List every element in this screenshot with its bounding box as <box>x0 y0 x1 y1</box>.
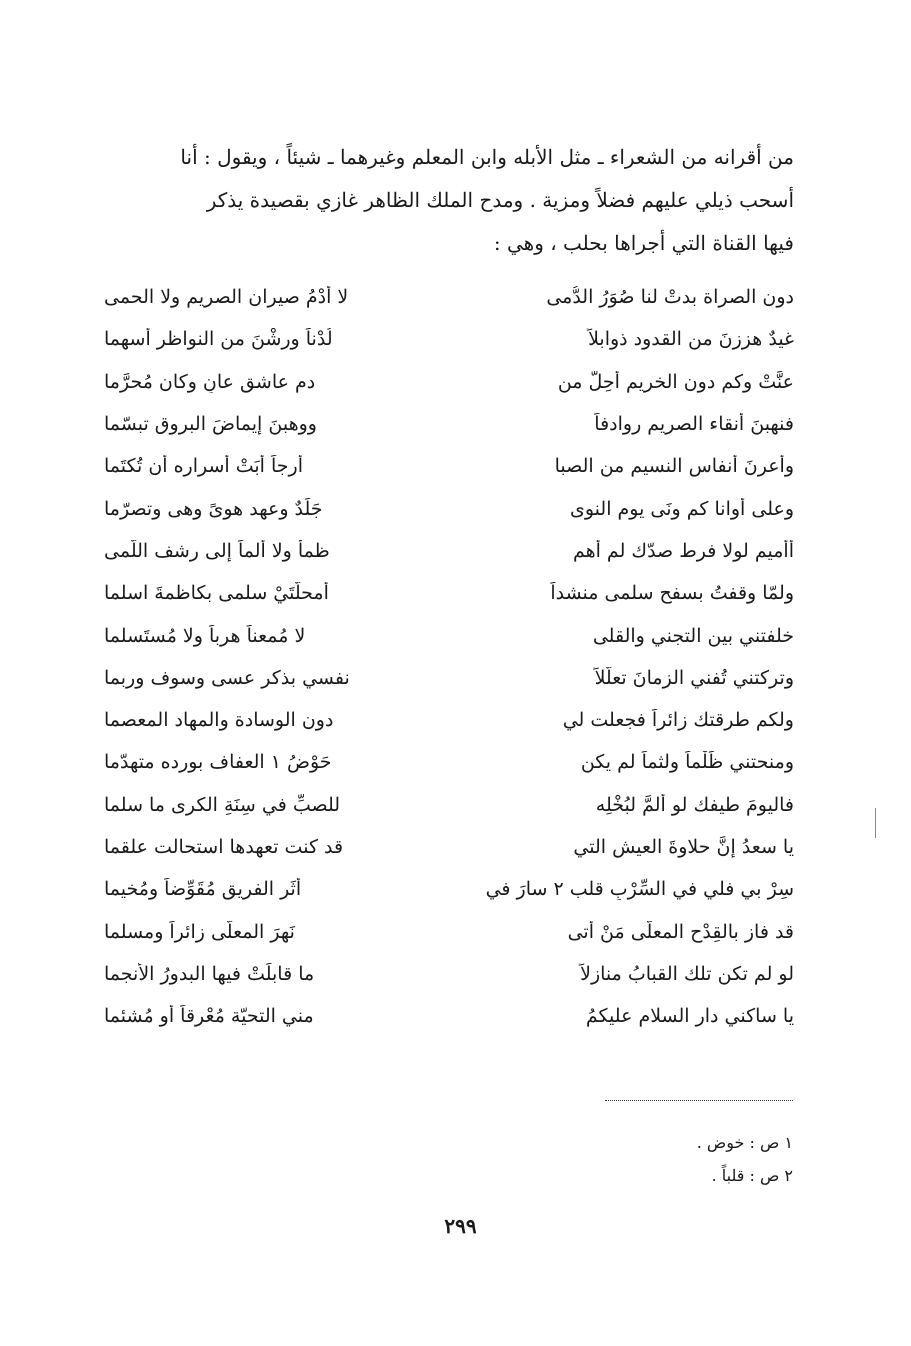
verse <box>104 657 794 699</box>
verse <box>104 868 794 910</box>
first-hemistich: ولكم طرقتك زائراً فجعلت لي <box>562 709 794 732</box>
verse <box>104 953 794 995</box>
second-hemistich: نفسي بذكر عسى وسوف وربما <box>104 666 350 689</box>
first-hemistich: فاليومَ طيفك لو ألمَّ لبُخْلِه <box>595 793 794 816</box>
verse <box>104 699 794 741</box>
first-hemistich: لو لم تكن تلك القبابُ منازلاً <box>580 962 794 985</box>
second-hemistich: نَهرَ المعلّى زائراً ومسلما <box>104 920 295 943</box>
page-number-text: ٢٩٩ <box>444 1214 477 1238</box>
verse <box>104 487 794 529</box>
first-hemistich: سِرْ بي فلي في السِّرْبِ قلب ٢ سارَ في <box>485 878 794 901</box>
verse <box>104 910 794 952</box>
intro-paragraph <box>104 136 794 265</box>
second-hemistich: ووهبنَ إيماضَ البروقِ تبسّما <box>104 413 317 436</box>
second-hemistich: مني التحيّة مُعْرِقاً أو مُشئما <box>104 1005 314 1028</box>
footnote: ١ ص : خوض . <box>696 1133 793 1152</box>
first-hemistich: خلفتني بين التجني والقلى <box>592 624 794 647</box>
second-hemistich: للصبِّ في سِنَةِ الكرى ما سلما <box>104 793 341 816</box>
second-hemistich: أثَرِ الفريق مُقَوِّضاً ومُخيما <box>104 878 302 901</box>
footnote: ٢ ص : قلباً . <box>711 1166 793 1185</box>
first-hemistich: أأميم لولا فرط صدّك لم أهم <box>572 539 794 562</box>
first-hemistich: فنهبنَ أنقاء الصريم روادفاً <box>594 413 794 436</box>
intro-line: أسحب ذيلي عليهم فضلاً ومزية . ومدح الملك الظاهر غازي بقصيدة يذكر <box>206 188 794 212</box>
verse <box>104 361 794 403</box>
second-hemistich: ظمأً ولا ألماً إلى رشف اللّمى <box>104 539 330 562</box>
verse <box>104 741 794 783</box>
verse <box>104 784 794 826</box>
margin-mark <box>875 808 876 838</box>
second-hemistich: جَلَدٌ وعهد هوىً وهى وتصرّما <box>104 497 323 520</box>
second-hemistich: أرجاً أبَتْ أسراره أن تُكتَما <box>104 455 303 478</box>
verse <box>104 995 794 1037</box>
intro-line: من أقرانه من الشعراء ـ مثل الأبله وابن المعلم وغيرهما ـ شيئاً ، ويقول : أنا <box>180 145 794 169</box>
first-hemistich: قد فاز بالقِدْحِ المعلّى مَنْ أتى <box>567 920 794 943</box>
first-hemistich: وأعرنَ أنفاس النسيم من الصبا <box>554 455 794 478</box>
intro-line: فيها القناة التي أجراها بحلب ، وهي : <box>493 231 794 255</box>
second-hemistich: قد كنت تعهدها استحالت علقما <box>104 836 344 858</box>
verse <box>104 614 794 656</box>
first-hemistich: دون الصراة بدتْ لنا صُوَرُ الدُّمى <box>546 286 794 309</box>
verse <box>104 826 794 868</box>
second-hemistich: ما قابلَتْ فيها البدورُ الأنجما <box>104 962 315 985</box>
verse <box>104 318 794 360</box>
second-hemistich: حَوْضُ ١ العفاف بورده متهدّما <box>104 751 332 774</box>
second-hemistich: لُدْناً ورشْنَ من النواظر أسهما <box>104 328 333 351</box>
first-hemistich: ولمّا وقفتُ بسفح سلمى منشداً <box>550 582 794 605</box>
verse <box>104 572 794 614</box>
poem <box>104 276 794 1037</box>
verse <box>104 403 794 445</box>
second-hemistich: دم عاشق عانٍ وكان مُحرَّما <box>104 370 316 393</box>
first-hemistich: غيدٌ هززنَ من القدود ذوابلاً <box>588 328 794 351</box>
footnotes <box>493 1126 793 1192</box>
first-hemistich: وعلى أوانا كم ونَى يوم النوى <box>570 497 794 520</box>
first-hemistich: عنَّتْ وكم دون الخريم أُحِلَّ من <box>557 370 794 393</box>
page-number <box>0 1214 911 1238</box>
verse <box>104 276 794 318</box>
second-hemistich: لا أُدْمُ صيران الصريم ولا الحمى <box>104 286 349 309</box>
first-hemistich: يا سعدُ إنَّ حلاوةَ العيشِ التي <box>573 836 794 858</box>
second-hemistich: أمحلَّتَيْ سلمى بكاظمةَ اسلما <box>104 582 329 605</box>
verse <box>104 530 794 572</box>
first-hemistich: يا ساكني دار السلام عليكمُ <box>585 1005 794 1028</box>
second-hemistich: دون الوسادة والمهاد المعصما <box>104 709 334 732</box>
first-hemistich: وتركتني تُفني الزمانَ تعلّلاً <box>594 666 794 689</box>
verse <box>104 445 794 487</box>
first-hemistich: ومنحتني ظَلْماً ولثماً لم يكن <box>580 751 794 774</box>
footnote-separator <box>605 1100 793 1101</box>
second-hemistich: لا مُمعناً هرباً ولا مُستَسلما <box>104 624 306 647</box>
